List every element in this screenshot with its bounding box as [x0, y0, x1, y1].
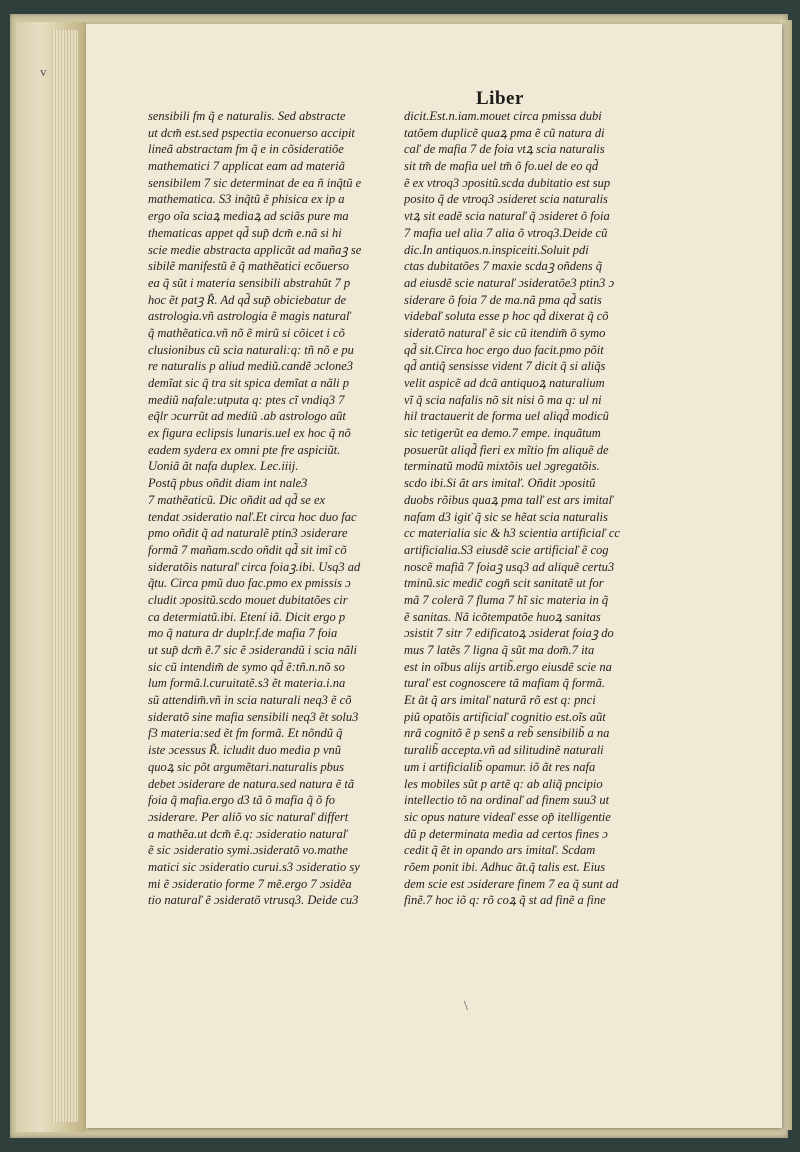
text-line: dic.In antiquos.n.inspiceiti.Soluit pdi	[404, 242, 589, 257]
text-line: Postq̃ pbus oñdit diam int nale3	[148, 476, 308, 491]
text-line: scie medie abstracta applicãt ad mañaꝫ se	[148, 242, 362, 257]
text-line: tendat ɔsideratio naľ.Et circa hoc duo fac	[148, 509, 357, 524]
text-line: ca determiatũ.ibi. Etení iã. Dicit ergo p	[148, 609, 346, 624]
text-line: cedit q̃ ẽt in opando ars imitaľ. Scdam	[404, 843, 596, 858]
text-line: ẽ sanitas. Nã icõtempatõe huoꝝ sanitas	[404, 609, 601, 624]
text-line: vtꝝ sit eadẽ scia naturaľ q̃ ɔsideret õ foia	[404, 209, 610, 224]
text-line: lum formã.l.curuitatẽ.s3 ẽt materia.i.na	[148, 676, 346, 691]
text-line: vĩ q̃ scia nafalis nõ sit nisi õ ma q: ul ni	[404, 392, 602, 407]
text-line: quoꝝ sic põt argumẽtari.naturalis pbus	[148, 759, 345, 774]
running-head: Liber	[476, 88, 524, 109]
text-line: nrã cognitõ ẽ p sens̃ a reb̃ sensibilib̃ a na	[404, 726, 610, 741]
text-line: ergo oĩa sciaꝝ mediaꝝ ad sciãs pure ma	[148, 209, 349, 224]
text-line: mi ẽ ɔsideratio forme 7 mẽ.ergo 7 ɔsidẽa	[148, 876, 352, 891]
text-line: mo q̃ natura dr duplr.f.de mafia 7 foia	[148, 626, 338, 641]
text-line: sic opus nature videaľ esse op̃ itelligentie	[404, 809, 611, 824]
text-line: qd̃ antiq̃ sensisse vident 7 dicit q̃ si aliq̃s	[404, 359, 606, 374]
text-line: ut dcm̃ est.sed pspectia econuerso accipit	[148, 125, 355, 140]
text-line: um i artificialib̃ opamur. iõ ãt res nafa	[404, 759, 596, 774]
text-line: sideratõ naturaľ ẽ sic cũ itendim̃ õ symo	[404, 325, 606, 340]
text-line: sideratõ sine mafia sensibili neq3 ẽt solu3	[148, 709, 359, 724]
text-line: demĩat sic q̃ tra sit spica demĩat a nãli p	[148, 376, 350, 390]
text-line: re naturalis p aliud mediũ.candẽ ɔclone3	[148, 359, 354, 374]
text-line: les mobiles sũt p artẽ q: ab aliq̃ pncipio	[404, 776, 603, 791]
text-line: ẽ ex vtroq3 ɔpositũ.scda dubitatio est sup	[404, 175, 611, 190]
text-line: est in oĩbus alijs artib̃.ergo eiusdẽ scie na	[404, 659, 612, 674]
text-line: ctas dubitatões 7 maxie scdaꝫ oñdens q̃	[404, 259, 603, 274]
text-line: tminũ.sic medic̃ cogn̆ scit sanitatẽ ut for	[404, 576, 604, 591]
text-line: pmo oñdit q̃ ad naturalẽ ptin3 ɔsiderare	[148, 526, 348, 541]
text-line: hil tractauerit de forma uel aliqd̃ modicũ	[404, 409, 609, 424]
text-line: tatõem duplicẽ quaꝝ pma ẽ cũ natura di	[404, 125, 605, 140]
text-line: Et ãt q̃ ars imitaľ naturã rõ est q: pnci	[404, 693, 596, 708]
text-line: q̃ mathẽatica.vñ nõ ẽ mirũ si cõicet i cõ	[148, 325, 345, 340]
text-line: mã 7 colerã 7 fluma 7 hĩ sic materia in q̃	[404, 592, 609, 607]
text-line: cludit ɔpositũ.scdo mouet dubitatões cir	[148, 592, 348, 607]
bottom-mark: \	[464, 999, 468, 1014]
text-line: debet ɔsiderare de natura.sed natura ẽ tã	[148, 776, 355, 791]
text-line: velit aspicẽ ad dcã antiquoꝝ naturalium	[404, 376, 605, 390]
text-line: nafam d3 igiť q̃ sic se hẽat scia naturalis	[404, 509, 608, 524]
text-line: rõem ponit ibi. Adhuc ãt.q̃ talis est. Eius	[404, 859, 606, 874]
text-line: piũ opatõis artificiaľ cognitio est.oĩs aũt	[404, 709, 606, 724]
text-line: q̃tu. Circa pmũ duo fac.pmo ex pmissis ɔ	[148, 576, 351, 591]
text-line: ɔsiderare. Per aliõ vo sic naturaľ differt	[148, 809, 349, 824]
left-text-column	[148, 108, 370, 909]
text-line: posuerũt aliqd̃ fieri ex mĩtio fm aliquẽ de	[404, 442, 609, 457]
text-line: mus 7 latẽs 7 ligna q̃ sũt ma dom̃.7 ita	[404, 643, 595, 657]
text-line: ea q̃ sũt i materia sensibili abstrahũt 7 p	[148, 275, 351, 290]
text-line: 7 mafia uel alia 7 alia õ vtroq3.Deide cũ	[404, 225, 608, 240]
text-line: sũ attendim̃.vñ in scia naturali neq3 ẽ cõ	[148, 693, 352, 708]
text-line: f3 materia:sed ẽt fm formã. Et nõndũ q̃	[148, 726, 343, 741]
text-line: 7 mathẽaticũ. Dic oñdit ad qd̃ se ex	[148, 492, 326, 507]
text-line: terminatũ modũ mixtõis uel ɔgregatõis.	[404, 459, 600, 474]
text-line: iste ɔcessus R̃. icludit duo media p vnũ	[148, 743, 342, 758]
text-line: sensibilem 7 sic determinat de ea ñ inq̃tũ e	[148, 175, 362, 190]
text-line: cc materialia sic & h3 scientia artificiaľ cc	[404, 526, 620, 541]
text-line: matici sic ɔsideratio curui.s3 ɔsideratio sy	[148, 859, 360, 874]
page-edges	[52, 30, 78, 1122]
text-line: mathematica. S3 inq̃tũ ẽ phisica ex ip a	[148, 192, 345, 207]
text-line: lineã abstractam fm q̃ e in cõsideratiõe	[148, 142, 344, 157]
text-line: dicit.Est.n.iam.mouet circa pmissa dubi	[404, 109, 602, 123]
text-line: finẽ.7 hoc iõ q: rõ coꝝ q̃ st ad finẽ a fine	[404, 893, 606, 908]
text-line: ex figura eclipsis lunaris.uel ex hoc q̃ nõ	[148, 426, 351, 441]
text-line: foia q̃ mafia.ergo d3 tã õ mafia q̃ õ fo	[148, 793, 336, 808]
text-line: ad eiusdẽ scie naturaľ ɔsideratõe3 ptin3 ɔ	[404, 275, 615, 290]
text-line: clusionibus cũ scia naturali:q: tñ nõ e pu	[148, 342, 354, 357]
text-line: intellectio tõ na ordinaľ ad finem suu3 ut	[404, 793, 610, 808]
text-line: turaľ est cognoscere tã mafiam q̃ formã.	[404, 676, 605, 691]
text-line: hoc ẽt patꝫ R̃. Ad qd̃ sup̃ obiciebatur de	[148, 292, 347, 307]
text-line: posito q̃ de vtroq3 ɔsideret scia naturalis	[404, 192, 608, 207]
text-line: dem scie est ɔsiderare finem 7 ea q̃ sunt ad	[404, 876, 619, 891]
text-line: mediũ nafale:utputa q: ptes cĩ vndiq3 7	[148, 392, 345, 407]
text-line: noscẽ mafiã 7 foiaꝫ usq3 ad aliquẽ certu3	[404, 559, 615, 574]
text-line: sensibili fm q̃ e naturalis. Sed abstracte	[148, 109, 346, 123]
right-text-column	[404, 108, 656, 909]
text-line: scdo ibi.Si ãt ars imitaľ. Oñdit ɔpositũ	[404, 476, 596, 491]
spine-mark: v	[40, 64, 47, 79]
text-line: qd̃ sit.Circa hoc ergo duo facit.pmo põit	[404, 342, 604, 357]
text-line: dũ p determinata media ad certos fines ɔ	[404, 826, 608, 841]
text-line: formã 7 mañam.scdo oñdit qd̃ sit imĩ cõ	[148, 542, 347, 557]
text-line: sibilẽ manifestũ ẽ q̃ mathẽatici ecõuerso	[148, 259, 350, 274]
text-line: duobs rõibus quaꝝ pma talľ est ars imitaľ	[404, 492, 614, 507]
text-line: thematicas appet qd̃ sup̃ dcm̃ e.nã si hi	[148, 225, 342, 240]
text-line: tio naturaľ ẽ ɔsideratõ vtrusq3. Deide cu3	[148, 893, 359, 908]
text-line: sideratõis naturaľ circa foiaꝫ.ibi. Usq3 ad	[148, 559, 361, 574]
text-line: siderare õ foia 7 de ma.nã pma qd̃ satis	[404, 292, 602, 307]
text-line: ɔsistit 7 sitr 7 edificatoꝝ ɔsiderat foiaꝫ do	[404, 626, 614, 641]
text-line: eq̃lr ɔcurrũt ad mediũ .ab astrologo aũt	[148, 409, 346, 424]
text-line: turalib̃ accepta.vñ ad silitudinẽ naturali	[404, 743, 604, 758]
text-line: sic cũ intendim̃ de symo qd̃ ẽ:tñ.n.nõ so	[148, 659, 345, 674]
text-line: artificialia.S3 eiusdẽ scie artificiaľ ẽ cog	[404, 542, 609, 557]
text-line: Uoniã ãt nafa duplex. Lec.iiij.	[148, 459, 299, 474]
text-line: caľ de mafia 7 de foia vtꝝ scia naturalis	[404, 142, 605, 157]
text-line: ut sup̃ dcm̃ ẽ.7 sic ẽ ɔsiderandũ i scia nãli	[148, 643, 357, 657]
text-line: eadem sydera ex omni pte fre aspiciũt.	[148, 442, 341, 457]
text-line: mathematici 7 applicat eam ad materiã	[148, 159, 345, 174]
text-line: sic tetigerũt ea demo.7 empe. inquãtum	[404, 426, 601, 441]
text-line: a mathẽa.ut dcm̃ ẽ.q: ɔsideratio naturaľ	[148, 826, 348, 841]
text-line: astrologia.vñ astrologia ẽ magis naturaľ	[148, 309, 351, 324]
text-line: sit tm̃ de mafia uel tm̃ õ fo.uel de eo qd̃	[404, 159, 599, 174]
text-line: ẽ sic ɔsideratio symi.ɔsideratõ vo.mathe	[148, 843, 348, 858]
text-line: videbaľ soluta esse p hoc qd̃ dixerat q̃ cõ	[404, 309, 609, 324]
